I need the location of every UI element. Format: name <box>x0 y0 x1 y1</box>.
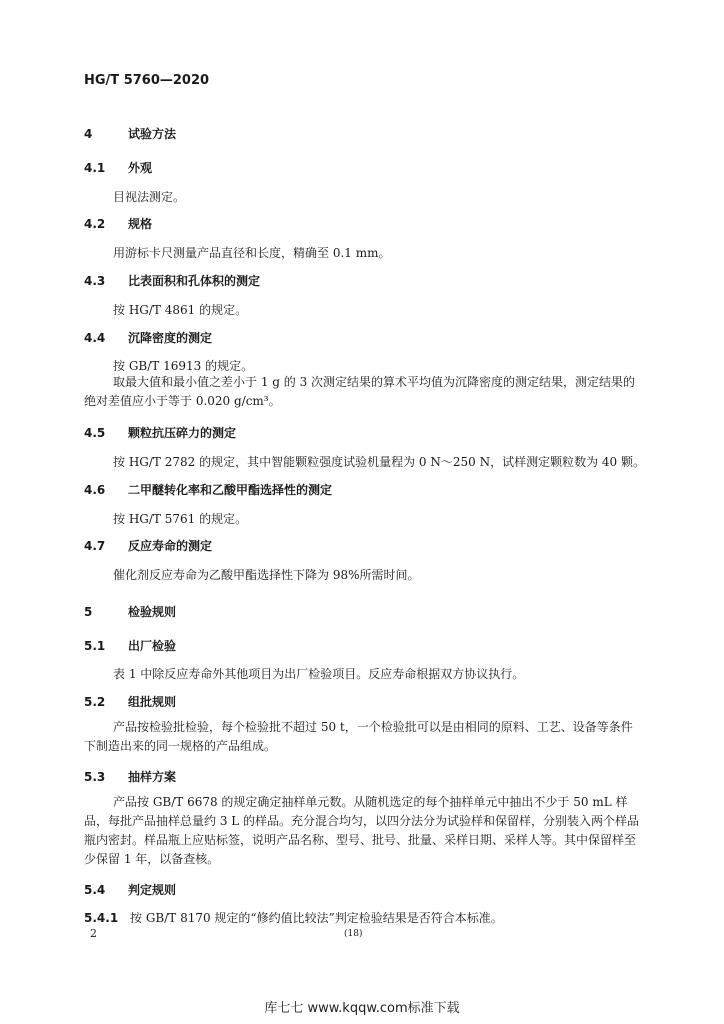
section-5-heading <box>84 603 176 620</box>
section-title: 检验规则 <box>128 605 177 619</box>
section-title: 颗粒抗压碎力的测定 <box>128 426 237 440</box>
standard-code: HG/T 5760—2020 <box>84 73 210 88</box>
section-4-4-text2: 取最大值和最小值之差小于 1 g 的 3 次测定结果的算术平均值为沉降密度的测定结果，测定结果的绝对差值应小于等于 0.020 g/cm³。 <box>84 375 636 408</box>
section-number: 5.3 <box>84 770 106 784</box>
section-number: 5.4 <box>84 883 106 897</box>
section-title: 出厂检验 <box>128 639 177 653</box>
section-title: 抽样方案 <box>128 770 177 784</box>
section-number: 4.4 <box>84 331 106 345</box>
section-5-2-text: 产品按检验批检验，每个检验批不超过 50 t，一个检验批可以是由相同的原料、工艺、设备等条件下制造出来的同一规格的产品组成。 <box>84 720 633 753</box>
section-number: 5.1 <box>84 639 106 653</box>
section-title: 试验方法 <box>128 127 177 141</box>
section-title: 沉降密度的测定 <box>128 331 213 345</box>
section-5-4-1-text: 按 GB/T 8170 规定的“修约值比较法”判定检验结果是否符合本标准。 <box>130 911 503 925</box>
section-number: 5.4.1 <box>84 911 119 925</box>
watermark-text: 库七七 www.kqqw.com标准下载 <box>264 1001 460 1016</box>
section-title: 判定规则 <box>128 883 177 897</box>
section-5-4-1 <box>84 909 503 926</box>
section-title: 二甲醚转化率和乙酸甲酯选择性的测定 <box>128 483 333 497</box>
section-5-3-text: 产品按 GB/T 6678 的规定确定抽样单元数。从随机选定的每个抽样单元中抽出不少于 50 mL 样品，每批产品抽样总量约 3 L 的样品。充分混合均匀，以四分法分为试验样和保留样，分别装入两个样品瓶内密封。样品瓶上应贴标签，说明产品名称、型号、批号、批量、采样日期、采样人等。其中保留样至少保留 1 年，以备查核。 <box>84 795 640 866</box>
section-5-2-heading <box>84 693 176 710</box>
section-4-3-text: 按 HG/T 4861 的规定。 <box>113 303 248 317</box>
section-4-1-heading <box>84 159 152 176</box>
section-4-7-heading <box>84 537 212 554</box>
section-4-heading <box>84 125 176 142</box>
section-number: 4.6 <box>84 483 106 497</box>
section-4-6-heading <box>84 481 332 498</box>
section-number: 4.3 <box>84 274 106 288</box>
section-title: 外观 <box>128 161 153 175</box>
section-4-3-heading <box>84 272 260 289</box>
section-number: 4.1 <box>84 161 106 175</box>
section-5-1-text: 表 1 中除反应寿命外其他项目为出厂检验项目。反应寿命根据双方协议执行。 <box>113 667 525 681</box>
section-number: 4.2 <box>84 217 106 231</box>
section-4-6-text: 按 HG/T 5761 的规定。 <box>113 512 248 526</box>
section-number: 4.7 <box>84 539 106 553</box>
section-4-2-heading <box>84 215 152 232</box>
section-number: 4.5 <box>84 426 106 440</box>
section-5-3-heading <box>84 768 176 785</box>
section-number: 5 <box>84 605 93 619</box>
section-4-4-heading <box>84 329 212 346</box>
section-title: 比表面积和孔体积的测定 <box>128 274 261 288</box>
section-4-4-text: 按 GB/T 16913 的规定。 <box>113 359 254 373</box>
section-4-5-text: 按 HG/T 2782 的规定，其中智能颗粒强度试验机量程为 0 N～250 N，试样测定颗粒数为 40 颗。 <box>113 455 645 469</box>
section-title: 组批规则 <box>128 695 177 709</box>
section-title: 规格 <box>128 217 153 231</box>
section-4-2-text: 用游标卡尺测量产品直径和长度，精确至 0.1 mm。 <box>113 246 391 260</box>
section-5-1-heading <box>84 637 176 654</box>
section-4-7-text: 催化剂反应寿命为乙酸甲酯选择性下降为 98%所需时间。 <box>113 568 420 582</box>
page-number: 2 <box>90 927 97 940</box>
section-number: 5.2 <box>84 695 106 709</box>
section-4-1-text: 目视法测定。 <box>113 190 186 204</box>
section-5-4-heading <box>84 881 176 898</box>
sequence-number: (18) <box>344 929 363 939</box>
section-number: 4 <box>84 127 93 141</box>
section-4-5-heading <box>84 424 236 441</box>
section-title: 反应寿命的测定 <box>128 539 213 553</box>
